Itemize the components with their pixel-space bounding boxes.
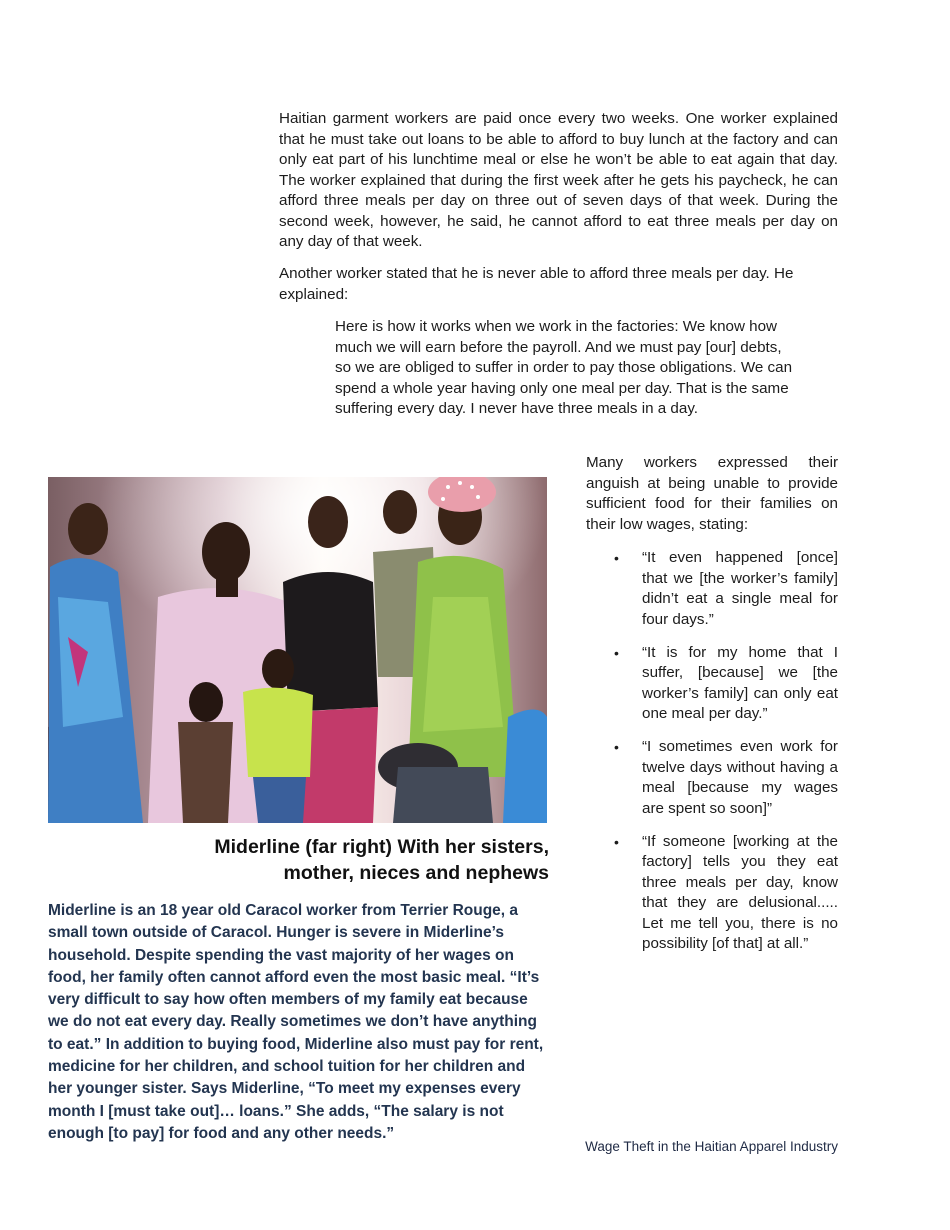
bullet-icon: • [614,550,619,566]
list-item [614,548,838,630]
worker-quotes-list [614,548,838,967]
worker-quote: “I sometimes even work for twelve days without having a meal [because my wages are spent so soon]” [642,738,838,817]
worker-anguish-intro: Many workers expressed their anguish at being unable to provide sufficient food for their families on their low wages, stating: [586,454,838,533]
worker-quote: “It even happened [once] that we [the worker’s family] didn’t eat a single meal for four days.” [642,549,838,628]
worker-quote: “If someone [working at the factory] tells you they eat three meals per day, know that they are delusional..... Let me tell you, there is no possibility [of that] at all.” [642,832,838,952]
family-photo [48,477,547,823]
bullet-icon: • [614,833,619,850]
bullet-icon: • [614,739,619,755]
body-paragraph-paydays: Haitian garment workers are paid once every two weeks. One worker explained that he must take out loans to be able to afford to buy lunch at the factory and can only eat part of his lunchtime meal or else he won’t be able to eat again that day. The worker explained that during the first week after he gets his paycheck, he can afford three meals per day on three out of seven days of that week. During the second week, however, he said, he cannot afford to eat three meals per day on any day of that week. [279,110,838,250]
list-item [614,643,838,725]
running-footer: Wage Theft in the Haitian Apparel Industry [585,1139,838,1154]
list-item [614,737,838,819]
block-quote: Here is how it works when we work in the factories: We know how much we will earn before the payroll. And we must pay [our] debts, so we are obliged to suffer in order to pay those obligations. We can spend a whole year having only one meal per day. That is the same suffering every day. I never have three meals in a day. [335,318,793,417]
body-paragraph-intro-quote: Another worker stated that he is never able to afford three meals per day. He explained: [279,265,794,303]
worker-quote: “It is for my home that I suffer, [because] we [the worker’s family] can only eat one meal per day.” [642,643,838,722]
miderline-story: Miderline is an 18 year old Caracol worker from Terrier Rouge, a small town outside of Caracol. Hunger is severe in Miderline’s household. Despite spending the vast majority of her wages on food, her family often cannot afford even the most basic meal. “It’s very difficult to say how often members of my family eat because we do not eat every day. Really sometimes we don’t have anything to eat.” In addition to buying food, Miderline also must pay for rent, medicine for her children, and school tuition for her children and her younger sister. Says Miderline, “To meet my expenses every month I [must take out]… loans.” She adds, “The salary is not enough [to pay] for food and any other needs.” [48,902,544,1142]
photo-caption: Miderline (far right) With her sisters, mother, nieces and nephews [214,836,549,884]
bullet-icon: • [614,644,619,661]
list-item [614,832,838,955]
